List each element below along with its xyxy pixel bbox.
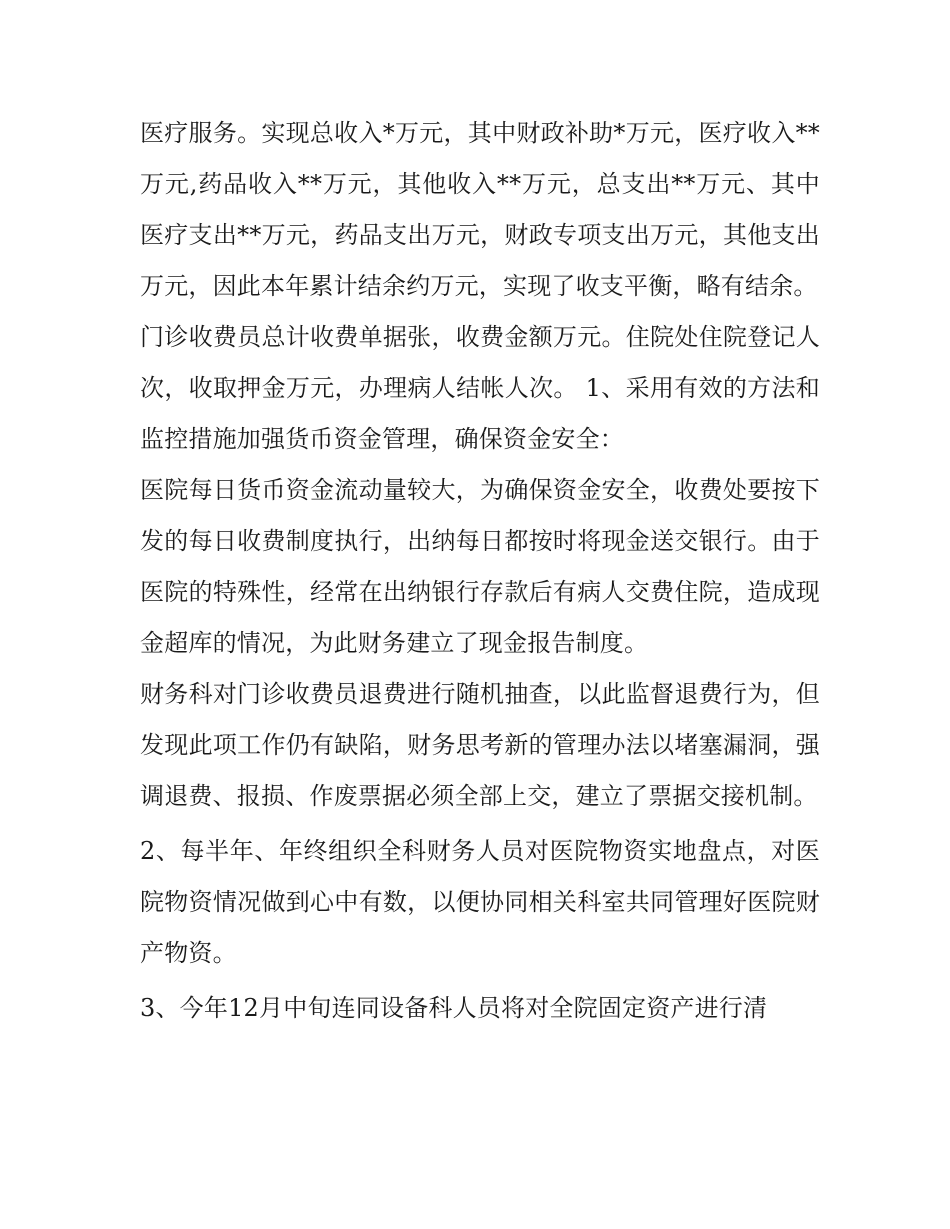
paragraph-refund-supervision: 财务科对门诊收费员退费进行随机抽查，以此监督退费行为，但发现此项工作仍有缺陷，财务思考新的管理办法以堵塞漏洞，强调退费、报损、作废票据必须全部上交，建立了票据交接机制。: [140, 680, 820, 810]
document-body: [140, 108, 820, 1034]
paragraph-revenue-summary: 医疗服务。实现总收入*万元，其中财政补助*万元，医疗收入**万元,药品收入**万元，其他收入**万元，总支出**万元、其中医疗支出**万元，药品支出万元，财政专项支出万元，其他支出万元，因此本年累计结余约万元，实现了收支平衡，略有结余。: [140, 119, 820, 300]
paragraph-cashier-statistics: 门诊收费员总计收费单据张，收费金额万元。住院处住院登记人次，收取押金万元，办理病人结帐人次。 1、采用有效的方法和监控措施加强货币资金管理，确保资金安全：: [140, 323, 820, 453]
paragraph-inventory-check: 2、每半年、年终组织全科财务人员对医院物资实地盘点，对医院物资情况做到心中有数，以便协同相关科室共同管理好医院财产物资。: [140, 837, 820, 967]
paragraph-fixed-assets: 3、今年12月中旬连同设备科人员将对全院固定资产进行清: [140, 994, 768, 1022]
paragraph-cash-management: 医院每日货币资金流动量较大，为确保资金安全，收费处要按下发的每日收费制度执行，出纳每日都按时将现金送交银行。由于医院的特殊性，经常在出纳银行存款后有病人交费住院，造成现金超库的情况，为此财务建立了现金报告制度。: [140, 476, 820, 657]
